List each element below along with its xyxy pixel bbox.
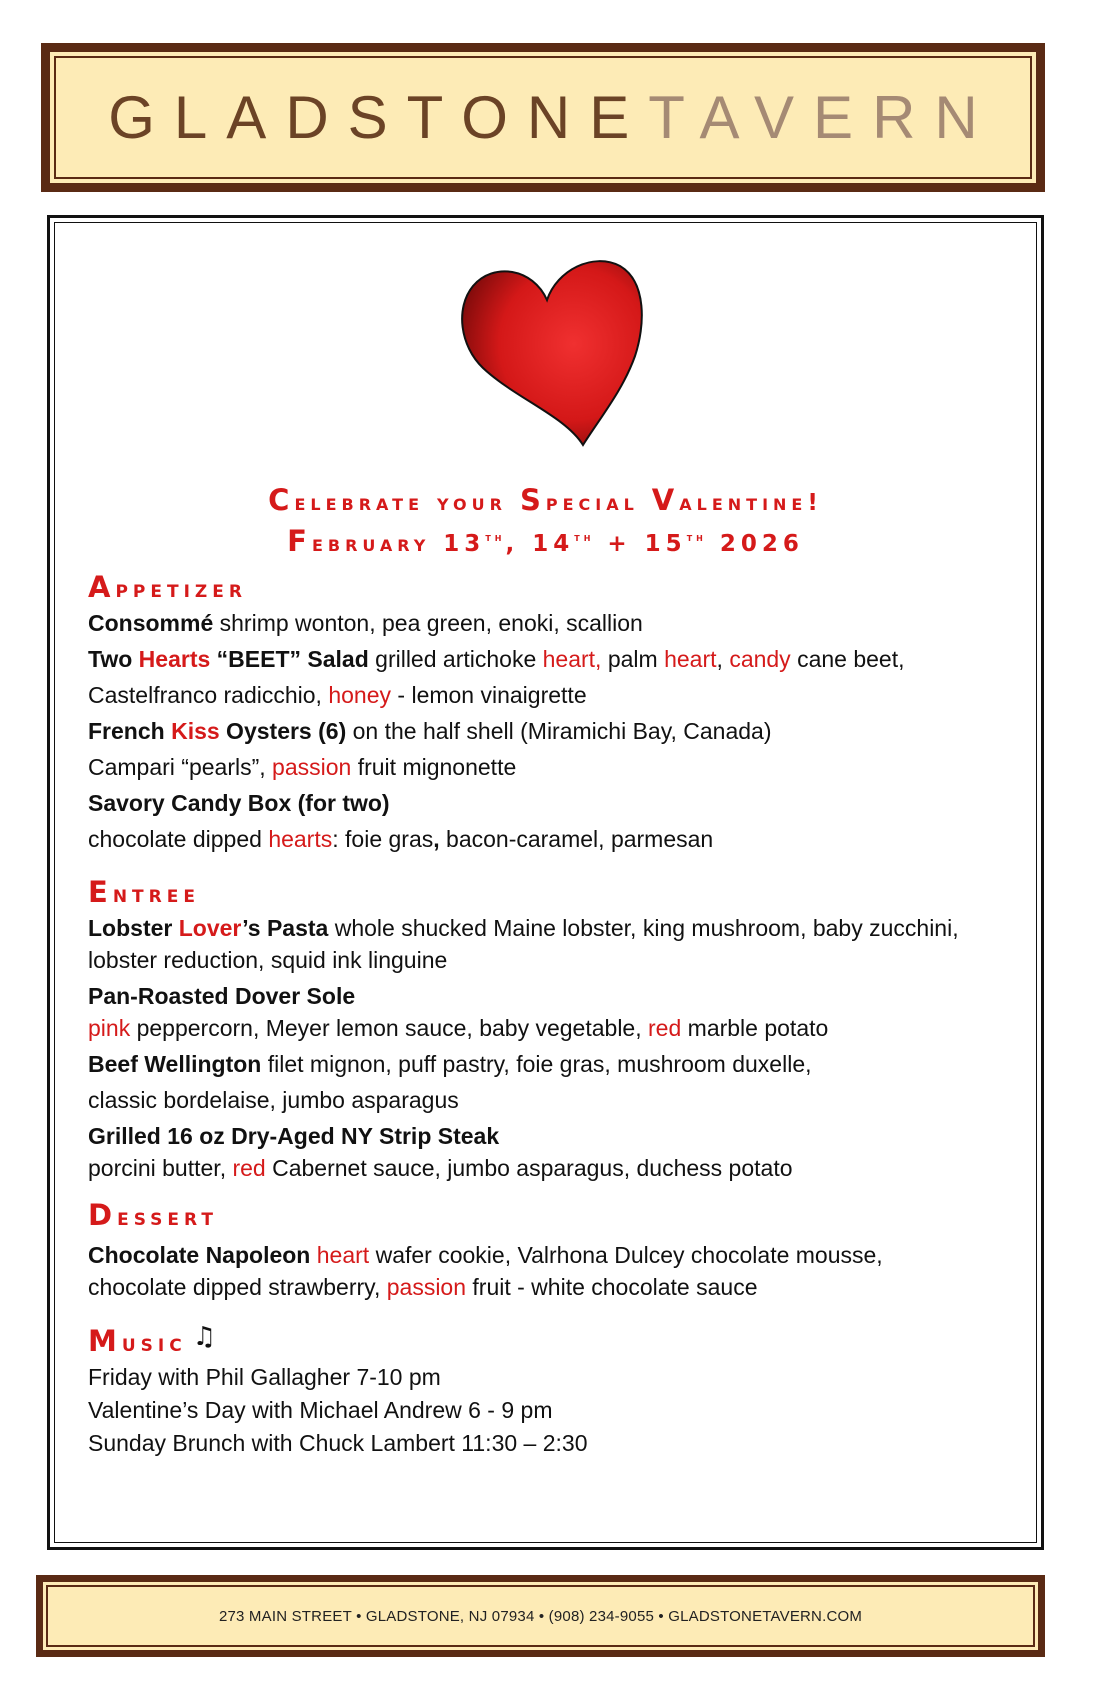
- section-cap: M: [88, 1324, 122, 1358]
- item-desc: wafer cookie, Valrhona Dulcey chocolate mousse,: [369, 1242, 883, 1268]
- menu-box: [47, 215, 1044, 1550]
- item-desc: cane beet,: [790, 646, 905, 672]
- item-desc-red: passion: [386, 1274, 467, 1300]
- menu-content: [88, 570, 1016, 1458]
- item-name: “BEET” Salad: [210, 646, 369, 672]
- item-name: Pan-Roasted Dover Sole: [88, 983, 356, 1009]
- section-music: [88, 1324, 1016, 1356]
- dates-text: 2026: [706, 531, 804, 557]
- section-cap: E: [88, 875, 113, 909]
- appetizer-item-cont: [88, 752, 1016, 782]
- item-desc-red: red: [232, 1155, 266, 1181]
- item-desc-red: heart: [664, 646, 717, 672]
- entree-item: [88, 913, 1016, 943]
- item-name: Grilled 16 oz Dry-Aged NY Strip Steak: [88, 1123, 500, 1149]
- item-desc-red: heart: [316, 1242, 370, 1268]
- item-desc: lobster reduction, squid ink linguine: [88, 947, 448, 973]
- item-desc: grilled artichoke: [368, 646, 543, 672]
- item-desc-bold: ,: [433, 826, 440, 852]
- footer-address: 273 MAIN STREET • GLADSTONE, NJ 07934 • (908) 234-9055 • GLADSTONETAVERN.COM: [43, 1582, 1038, 1650]
- appetizer-item: [88, 644, 1016, 674]
- item-desc: Cabernet sauce, jumbo asparagus, duchess potato: [265, 1155, 793, 1181]
- section-rest: essert: [117, 1203, 218, 1231]
- celebrate-text: pecial: [545, 490, 652, 516]
- item-name: Two: [88, 646, 139, 672]
- item-name-red: Hearts: [138, 646, 211, 672]
- item-name: French: [88, 718, 172, 744]
- appetizer-item: [88, 788, 1016, 818]
- entree-item-cont: [88, 1153, 1016, 1183]
- item-name: Savory Candy Box (for two): [88, 790, 390, 816]
- item-name: Beef Wellington: [88, 1051, 262, 1077]
- item-desc-red: passion: [272, 754, 352, 780]
- celebrate-cap: C: [268, 483, 295, 517]
- item-desc: palm: [601, 646, 665, 672]
- dates-sup: th: [686, 530, 707, 544]
- header-banner: [41, 43, 1045, 192]
- music-line: [88, 1395, 1016, 1425]
- dates-sup: th: [574, 530, 595, 544]
- entree-item-cont: [88, 1013, 1016, 1043]
- entree-item-cont: [88, 945, 1016, 975]
- item-name-red: Kiss: [171, 718, 220, 744]
- section-dessert: [88, 1198, 1016, 1232]
- title-gladstone: GLADSTONE: [108, 83, 649, 151]
- item-desc: on the half shell (Miramichi Bay, Canada): [346, 718, 772, 744]
- dessert-item: [88, 1240, 1016, 1270]
- appetizer-item-cont: [88, 824, 1016, 854]
- title-tavern: TAVERN: [648, 83, 997, 151]
- item-desc: classic bordelaise, jumbo asparagus: [88, 1087, 459, 1113]
- music-line: [88, 1428, 1016, 1458]
- item-desc: shrimp wonton, pea green, enoki, scallion: [213, 610, 643, 636]
- item-name: Chocolate Napoleon: [88, 1242, 311, 1268]
- item-desc-red: candy: [729, 646, 791, 672]
- restaurant-title: [89, 83, 997, 151]
- item-desc-red: red: [648, 1015, 682, 1041]
- entree-item: [88, 1121, 1016, 1151]
- item-desc: whole shucked Maine lobster, king mushroom, baby zucchini,: [328, 915, 959, 941]
- section-appetizer: [88, 570, 1016, 604]
- appetizer-item-cont: [88, 680, 1016, 710]
- item-desc-red: pink: [88, 1015, 131, 1041]
- dates-line: [55, 520, 1036, 561]
- section-rest: ntree: [112, 880, 200, 908]
- item-desc: bacon-caramel, parmesan: [439, 826, 714, 852]
- item-desc: chocolate dipped strawberry,: [88, 1274, 387, 1300]
- item-desc: fruit - white chocolate sauce: [466, 1274, 758, 1300]
- celebrate-text: elebrate your: [294, 490, 520, 516]
- item-desc-red: hearts: [268, 826, 333, 852]
- music-line: [88, 1362, 1016, 1392]
- dessert-item-cont: [88, 1272, 1016, 1302]
- item-name: ’s Pasta: [242, 915, 329, 941]
- dates-text: , 14: [505, 531, 575, 557]
- header-panel: [50, 52, 1036, 183]
- item-name: Oysters (6): [219, 718, 347, 744]
- item-desc: peppercorn, Meyer lemon sauce, baby vegetable,: [130, 1015, 649, 1041]
- music-text: Valentine’s Day with Michael Andrew 6 - 9 pm: [88, 1397, 553, 1423]
- section-rest: usic: [121, 1329, 187, 1357]
- item-desc: chocolate dipped: [88, 826, 269, 852]
- heart-icon: [455, 248, 645, 448]
- dates-cap: F: [287, 524, 312, 558]
- item-desc: Campari “pearls”,: [88, 754, 273, 780]
- item-desc-red: heart,: [542, 646, 602, 672]
- section-entree: [88, 875, 1016, 909]
- footer-banner: [36, 1575, 1045, 1657]
- section-cap: A: [88, 570, 116, 604]
- entree-item-cont: [88, 1085, 1016, 1115]
- music-text: Friday with Phil Gallagher 7-10 pm: [88, 1364, 441, 1390]
- item-desc: : foie gras: [332, 826, 434, 852]
- item-desc: ,: [716, 646, 730, 672]
- celebrate-cap: V: [651, 483, 680, 517]
- menu-box-inner: [54, 222, 1037, 1543]
- item-desc: fruit mignonette: [351, 754, 517, 780]
- dates-text: ebruary 13: [311, 531, 486, 557]
- celebrate-line: [55, 483, 1036, 520]
- item-desc: filet mignon, puff pastry, foie gras, mushroom duxelle,: [261, 1051, 812, 1077]
- entree-item: [88, 981, 1016, 1011]
- dates-text: + 15: [594, 531, 687, 557]
- item-desc: porcini butter,: [88, 1155, 233, 1181]
- section-cap: D: [88, 1198, 118, 1232]
- dates-sup: th: [485, 530, 506, 544]
- item-name: Lobster: [88, 915, 179, 941]
- music-note-icon: ♫: [192, 1322, 217, 1352]
- item-desc-red: honey: [328, 682, 392, 708]
- section-rest: ppetizer: [115, 575, 247, 603]
- item-desc: marble potato: [681, 1015, 829, 1041]
- item-desc: Castelfranco radicchio,: [88, 682, 329, 708]
- item-desc: - lemon vinaigrette: [391, 682, 587, 708]
- celebrate-cap: S: [519, 483, 546, 517]
- item-name-red: Lover: [178, 915, 243, 941]
- item-name: Consommé: [88, 610, 214, 636]
- appetizer-item: [88, 716, 1016, 746]
- entree-item: [88, 1049, 1016, 1079]
- appetizer-item: [88, 608, 1016, 638]
- music-text: Sunday Brunch with Chuck Lambert 11:30 – 2:30: [88, 1430, 588, 1456]
- celebrate-text: alentine!: [679, 490, 823, 516]
- celebrate-heading: [55, 483, 1036, 561]
